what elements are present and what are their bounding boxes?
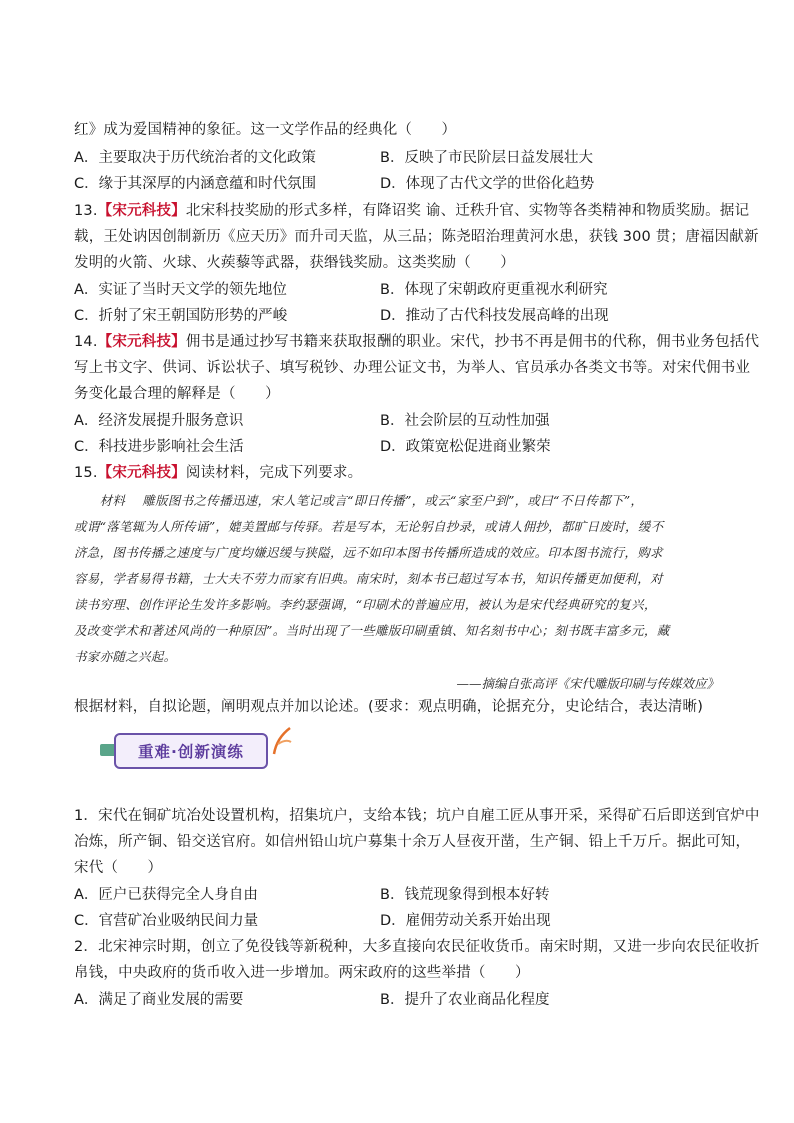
q12-option-a: A．主要取决于历代统治者的文化政策: [74, 150, 316, 166]
q14-option-c: C．科技进步影响社会生活: [74, 439, 244, 455]
q13-option-b: B．体现了宋朝政府更重视水利研究: [380, 282, 608, 298]
material-line: 读书穷理、创作评论生发许多影响。李约瑟强调，“印刷术的普遍应用，被认为是宋代经典研究的复兴，: [74, 597, 657, 612]
p1-line2: 冶炼，所产铜、铅交送官府。如信州铅山坑户募集十余万人昼夜开凿，生产铜、铅上千万斤。据此可知，: [74, 834, 751, 850]
material-line: 及改变学术和著述风尚的一种原因”。当时出现了一些雕版印刷重镇、知名刻书中心；刻书既丰富多元，藏: [74, 623, 670, 638]
section-title: 重难·创新演练: [114, 733, 268, 769]
p1-option-b: B．钱荒现象得到根本好转: [380, 887, 550, 903]
section-banner: [92, 726, 287, 776]
q15-number: 15.: [74, 465, 98, 481]
q13-line2: 载，王处讷因创制新历《应天历》而升司天监，从三品；陈尧昭治理黄河水患，获钱 300 贯；唐福因献新: [74, 229, 759, 245]
q13-option-c: C．折射了宋王朝国防形势的严峻: [74, 308, 288, 324]
material-line: 材料 雕版图书之传播迅速，宋人笔记或言“即日传播”，或云“家至户到”，或曰“不日传都下”，: [74, 493, 644, 508]
q13-stem-part1: 北宋科技奖励的形式多样，有降诏奖 谕、迁秩升官、实物等各类精神和物质奖励。据记: [185, 203, 750, 219]
p1-line3: 宋代（ ）: [74, 860, 163, 876]
q12-option-c: C．缘于其深厚的内涵意蕴和时代氛围: [74, 176, 317, 192]
material-line: 或谓“落笔辄为人所传诵”，媲美置邮与传驿。若是写本，无论躬自抄录，或请人佣抄，都旷日废时，缓不: [74, 519, 664, 534]
q14-line3: 务变化最合理的解释是（ ）: [74, 386, 280, 402]
q14-option-b: B．社会阶层的互动性加强: [380, 413, 550, 429]
q14-stem-part1: 佣书是通过抄写书籍来获取报酬的职业。宋代，抄书不再是佣书的代称，佣书业务包括代: [185, 334, 760, 350]
q12-stem: 红》成为爱国精神的象征。这一文学作品的经典化（ ）: [74, 122, 457, 138]
q14-line1: [74, 332, 759, 352]
q13-line3: 发明的火箭、火球、火蒺藜等武器，获缗钱奖励。这类奖励（ ）: [74, 255, 515, 271]
material-line: 书家亦随之兴起。: [74, 649, 177, 664]
q15-intro: 阅读材料，完成下列要求。: [185, 465, 363, 481]
q14-number: 14.: [74, 334, 98, 350]
q15-task: 根据材料，自拟论题，阐明观点并加以论述。(要求：观点明确，论据充分，史论结合，表达清晰): [74, 699, 704, 715]
leaf-icon: [270, 726, 292, 760]
q12-option-d: D．体现了古代文学的世俗化趋势: [380, 176, 595, 192]
material-line: 容易，学者易得书籍，士大夫不劳力而家有旧典。南宋时，刻本书已超过写本书，知识传播更加便利，对: [74, 571, 663, 586]
p2-option-b: B．提升了农业商品化程度: [380, 992, 550, 1008]
q14-option-a: A．经济发展提升服务意识: [74, 413, 244, 429]
p1-option-d: D．雇佣劳动关系开始出现: [380, 913, 551, 929]
q15-topic-tag: 【宋元科技】: [97, 465, 186, 481]
p1-option-c: C．官营矿冶业吸纳民间力量: [74, 913, 259, 929]
q13-line1: [74, 201, 749, 221]
p2-option-a: A．满足了商业发展的需要: [74, 992, 244, 1008]
p2-line2: 帛钱，中央政府的货币收入进一步增加。两宋政府的这些举措（ ）: [74, 965, 530, 981]
q15-line1: [74, 463, 362, 483]
q13-option-a: A．实证了当时天文学的领先地位: [74, 282, 287, 298]
q13-topic-tag: 【宋元科技】: [97, 203, 186, 219]
q13-option-d: D．推动了古代科技发展高峰的出现: [380, 308, 609, 324]
q14-line2: 写上书文字、供词、诉讼状子、填写税钞、办理公证文书，为举人、官员承办各类文书等。对宋代佣书业: [74, 360, 751, 376]
q14-option-d: D．政策宽松促进商业繁荣: [380, 439, 551, 455]
q12-option-b: B．反映了市民阶层日益发展壮大: [380, 150, 593, 166]
q13-number: 13.: [74, 203, 98, 219]
p1-line1: 1．宋代在铜矿坑冶处设置机构，招集坑户，支给本钱；坑户自雇工匠从事开采，采得矿石后即送到官炉中: [74, 808, 760, 824]
p1-option-a: A．匠户已获得完全人身自由: [74, 887, 258, 903]
q14-topic-tag: 【宋元科技】: [97, 334, 186, 350]
material-line: 济急，图书传播之速度与广度均嫌迟缓与狭隘，远不如印本图书传播所造成的效应。印本图书流行，购求: [74, 545, 663, 560]
p2-line1: 2．北宋神宗时期，创立了免役钱等新税种，大多直接向农民征收货币。南宋时期，又进一步向农民征收折: [74, 939, 760, 955]
material-source: ——摘编自张高评《宋代雕版印刷与传媒效应》: [456, 676, 719, 691]
